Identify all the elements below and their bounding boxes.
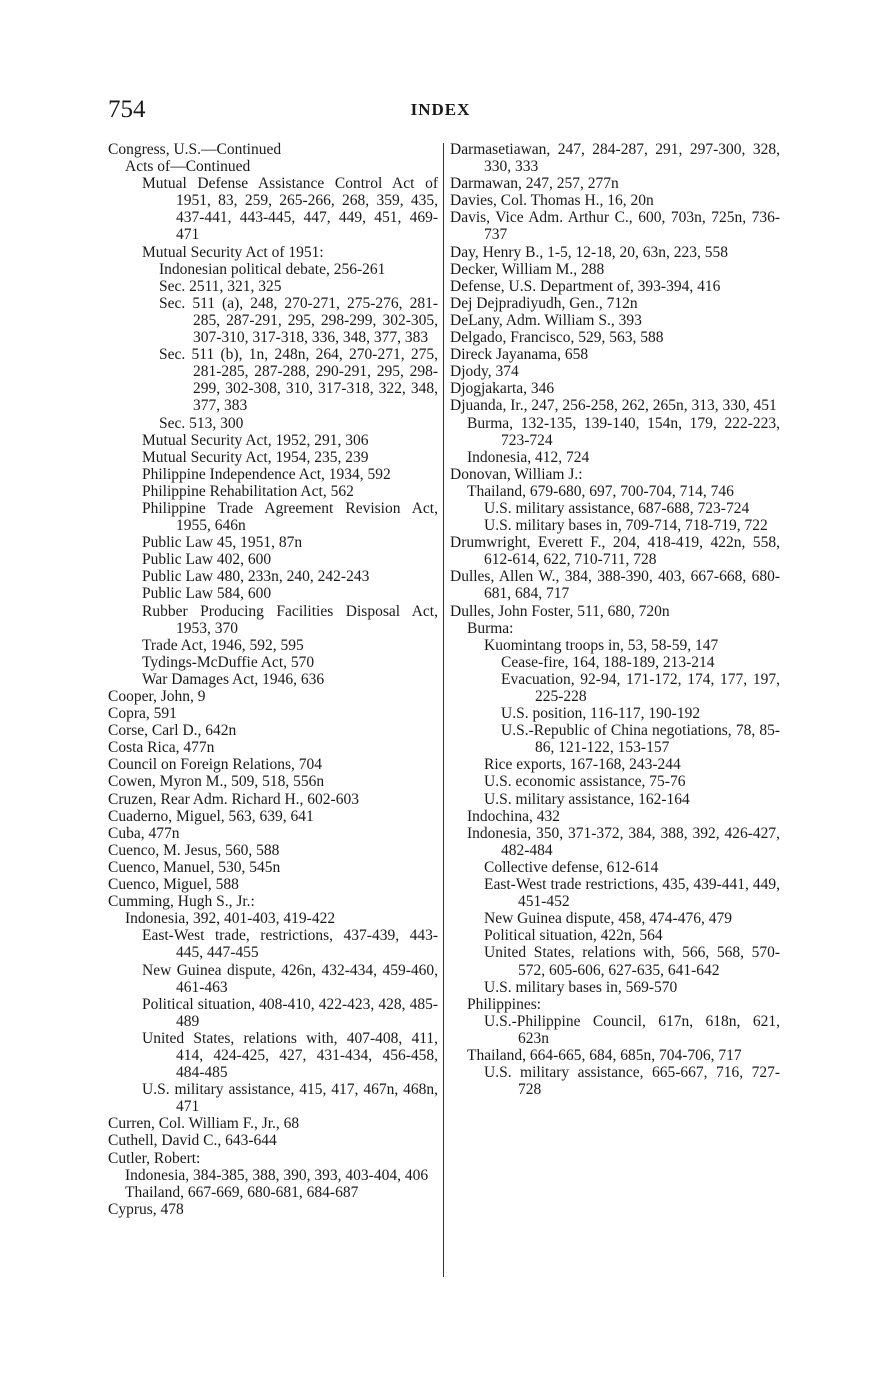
index-entry: Cuenco, Manuel, 530, 545n [108, 858, 281, 876]
index-entry: Djody, 374 [450, 363, 519, 381]
index-entry: Mutual Security Act of 1951: [142, 243, 324, 261]
index-entry: Thailand, 664-665, 684, 685n, 704-706, 717 [467, 1046, 742, 1064]
index-entry: New Guinea dispute, 458, 474-476, 479 [484, 910, 732, 928]
index-entry: U.S. military bases in, 569-570 [484, 978, 678, 996]
index-entry: Delgado, Francisco, 529, 563, 588 [450, 329, 664, 347]
index-entry: Public Law 584, 600 [142, 585, 272, 603]
index-entry: U.S. military assistance, 665-667, 716, 727-728 [484, 1064, 780, 1099]
index-entry: East-West trade, restrictions, 437-439, 443-445, 447-455 [142, 927, 438, 962]
index-entry: Tydings-McDuffie Act, 570 [142, 653, 315, 671]
index-column-left [108, 141, 438, 1218]
index-entry: Mutual Security Act, 1952, 291, 306 [142, 431, 369, 449]
index-entry: Trade Act, 1946, 592, 595 [142, 636, 304, 654]
index-entry: Cuba, 477n [108, 824, 180, 842]
running-head: INDEX [410, 100, 471, 119]
index-entry: War Damages Act, 1946, 636 [142, 670, 325, 688]
index-entry: Sec. 2511, 321, 325 [159, 277, 282, 295]
index-entry: Public Law 45, 1951, 87n [142, 534, 303, 552]
index-entry: Burma: [467, 619, 514, 637]
index-entry: Costa Rica, 477n [108, 739, 215, 757]
index-entry: Cruzen, Rear Adm. Richard H., 602-603 [108, 790, 359, 808]
index-entry: Davies, Col. Thomas H., 16, 20n [450, 192, 654, 210]
index-entry: Kuomintang troops in, 53, 58-59, 147 [484, 636, 719, 654]
index-entry: Indonesia, 392, 401-403, 419-422 [125, 910, 336, 928]
index-entry: U.S. position, 116-117, 190-192 [501, 705, 701, 723]
page-number: 754 [108, 96, 146, 123]
index-entry: Cutler, Robert: [108, 1149, 201, 1167]
index-entry: Cuenco, Miguel, 588 [108, 876, 239, 894]
index-entry: Indochina, 432 [467, 807, 560, 825]
index-entry: U.S.-Republic of China negotiations, 78, 85-86, 121-122, 153-157 [501, 722, 780, 757]
index-entry: Philippine Independence Act, 1934, 592 [142, 465, 391, 483]
index-entry: Cuthell, David C., 643-644 [108, 1132, 277, 1150]
index-entry: Thailand, 667-669, 680-681, 684-687 [125, 1183, 359, 1201]
index-entry: Cooper, John, 9 [108, 688, 206, 705]
index-entry: United States, relations with, 407-408, 411, 414, 424-425, 427, 431-434, 456-458, 484-485 [142, 1029, 438, 1082]
index-entry: Drumwright, Everett F., 204, 418-419, 422n, 558, 612-614, 622, 710-711, 728 [450, 534, 780, 569]
index-entry: Indonesia, 350, 371-372, 384, 388, 392, 426-427, 482-484 [467, 824, 780, 859]
index-entry: Sec. 511 (b), 1n, 248n, 264, 270-271, 275, 281-285, 287-288, 290-291, 295, 298-299, 302-308, 310, 317-318, 322, 348, 377, 383 [159, 346, 438, 415]
index-entry: United States, relations with, 566, 568, 570-572, 605-606, 627-635, 641-642 [484, 944, 780, 979]
index-entry: Dulles, John Foster, 511, 680, 720n [450, 602, 670, 620]
index-entry: Philippine Rehabilitation Act, 562 [142, 482, 354, 500]
index-entry: Curren, Col. William F., Jr., 68 [108, 1115, 300, 1133]
index-entry: Political situation, 408-410, 422-423, 428, 485-489 [142, 995, 438, 1030]
index-entry: New Guinea dispute, 426n, 432-434, 459-460, 461-463 [142, 961, 438, 996]
index-entry: Mutual Security Act, 1954, 235, 239 [142, 448, 369, 466]
index-entry: Copra, 591 [108, 705, 177, 723]
index-entry: Political situation, 422n, 564 [484, 927, 663, 945]
index-entry: Rubber Producing Facilities Disposal Act, 1953, 370 [142, 602, 438, 637]
index-entry: Congress, U.S.—Continued [108, 141, 282, 158]
index-entry: Dulles, Allen W., 384, 388-390, 403, 667-668, 680-681, 684, 717 [450, 568, 780, 603]
index-column-right [450, 141, 780, 1098]
index-entry: Cyprus, 478 [108, 1200, 184, 1218]
index-entry: Defense, U.S. Department of, 393-394, 416 [450, 277, 721, 295]
index-entry: Sec. 513, 300 [159, 414, 244, 432]
index-entry: Cuaderno, Miguel, 563, 639, 641 [108, 807, 314, 825]
index-entry: Decker, William M., 288 [450, 260, 605, 278]
index-entry: U.S. military assistance, 162-164 [484, 790, 690, 808]
index-entry: Thailand, 679-680, 697, 700-704, 714, 746 [467, 482, 734, 500]
index-entry: Direck Jayanama, 658 [450, 346, 589, 364]
column-divider [443, 143, 444, 1277]
index-entry: East-West trade restrictions, 435, 439-441, 449, 451-452 [484, 876, 780, 911]
index-entry: U.S. military assistance, 687-688, 723-724 [484, 499, 750, 517]
index-entry: Collective defense, 612-614 [484, 858, 659, 876]
index-entry: Cuenco, M. Jesus, 560, 588 [108, 841, 280, 859]
index-entry: Evacuation, 92-94, 171-172, 174, 177, 197, 225-228 [501, 670, 780, 705]
index-entry: Acts of—Continued [125, 158, 251, 176]
index-entry: Dej Dejpradiyudh, Gen., 712n [450, 294, 638, 312]
index-entry: Rice exports, 167-168, 243-244 [484, 756, 681, 774]
index-entry: Cowen, Myron M., 509, 518, 556n [108, 773, 325, 791]
index-entry: Djuanda, Ir., 247, 256-258, 262, 265n, 313, 330, 451 [450, 397, 777, 415]
index-entry: Sec. 511 (a), 248, 270-271, 275-276, 281-285, 287-291, 295, 298-299, 302-305, 307-310, 317-318, 336, 348, 377, 383 [159, 294, 438, 347]
index-entry: Cumming, Hugh S., Jr.: [108, 893, 255, 911]
index-entry: Burma, 132-135, 139-140, 154n, 179, 222-223, 723-724 [467, 414, 780, 449]
index-entry: U.S. economic assistance, 75-76 [484, 773, 686, 791]
index-entry: Council on Foreign Relations, 704 [108, 756, 322, 774]
index-entry: Indonesian political debate, 256-261 [159, 260, 386, 278]
index-entry: Davis, Vice Adm. Arthur C., 600, 703n, 725n, 736-737 [450, 209, 780, 244]
index-entry: U.S. military assistance, 415, 417, 467n, 468n, 471 [142, 1081, 438, 1116]
index-entry: Day, Henry B., 1-5, 12-18, 20, 63n, 223, 558 [450, 243, 728, 261]
index-entry: DeLany, Adm. William S., 393 [450, 311, 642, 329]
index-entry: Djogjakarta, 346 [450, 380, 555, 398]
index-entry: Public Law 402, 600 [142, 551, 272, 569]
index-entry: Philippines: [467, 995, 542, 1013]
index-entry: Public Law 480, 233n, 240, 242-243 [142, 568, 370, 586]
index-entry: U.S. military bases in, 709-714, 718-719, 722 [484, 517, 768, 535]
index-entry: Cease-fire, 164, 188-189, 213-214 [501, 653, 715, 671]
index-entry: Donovan, William J.: [450, 465, 583, 483]
index-entry: Indonesia, 384-385, 388, 390, 393, 403-404, 406 [125, 1166, 429, 1184]
index-entry: U.S.-Philippine Council, 617n, 618n, 621, 623n [484, 1012, 780, 1047]
index-entry: Corse, Carl D., 642n [108, 722, 237, 740]
index-entry: Indonesia, 412, 724 [467, 448, 590, 466]
index-entry: Mutual Defense Assistance Control Act of 1951, 83, 259, 265-266, 268, 359, 435, 437-441, 443-445, 447, 449, 451, 469-471 [142, 175, 438, 244]
index-entry: Philippine Trade Agreement Revision Act, 1955, 646n [142, 499, 438, 535]
index-entry: Darmasetiawan, 247, 284-287, 291, 297-300, 328, 330, 333 [450, 141, 780, 176]
index-entry: Darmawan, 247, 257, 277n [450, 175, 619, 193]
